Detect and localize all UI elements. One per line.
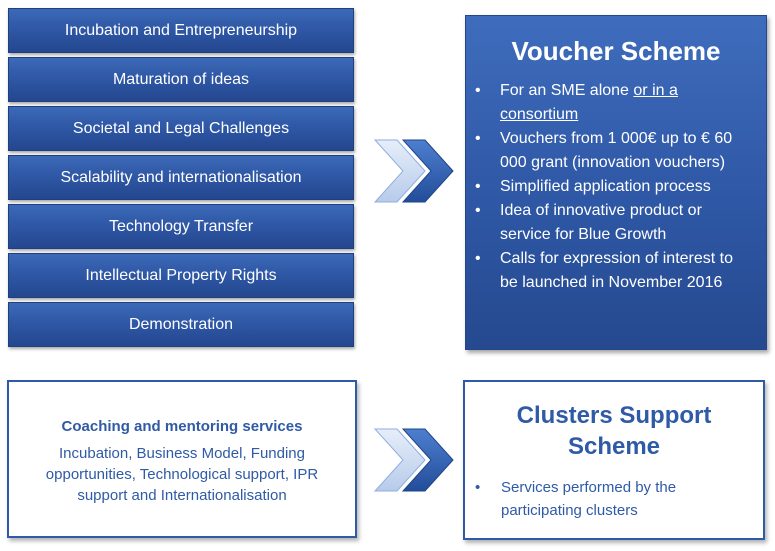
clusters-bullet: • Services performed by the participating clusters (501, 476, 745, 522)
topic-bar: Intellectual Property Rights (8, 253, 354, 298)
voucher-bullet: • Calls for expression of interest to be launched in November 2016 (500, 247, 748, 295)
topic-list (8, 8, 354, 351)
topic-bar: Technology Transfer (8, 204, 354, 249)
coaching-description: Incubation, Business Model, Funding opportunities, Technological support, IPR support and Internationalisation (45, 445, 319, 504)
coaching-title: Coaching and mentoring services (61, 418, 303, 435)
topic-bar: Demonstration (8, 302, 354, 347)
double-chevron-right-icon (373, 427, 457, 493)
clusters-support-box (463, 380, 765, 540)
voucher-scheme-box (465, 15, 767, 350)
voucher-title: Voucher Scheme (511, 36, 721, 66)
topic-bar: Maturation of ideas (8, 57, 354, 102)
voucher-bullet (500, 79, 748, 127)
voucher-bullet: • Vouchers from 1 000€ up to € 60 000 grant (innovation vouchers) (500, 127, 748, 175)
double-chevron-right-icon (373, 138, 457, 204)
topic-bar: Scalability and internationalisation (8, 155, 354, 200)
voucher-bullet: • Simplified application process (500, 175, 748, 199)
voucher-list (466, 79, 766, 295)
voucher-bullet-text: For an SME alone (500, 82, 634, 99)
coaching-box (7, 380, 357, 538)
clusters-title: Clusters Support Scheme (516, 402, 712, 460)
voucher-bullet: • Idea of innovative product or service for Blue Growth (500, 199, 748, 247)
voucher-bullet-underlined: or in a consortium (500, 82, 678, 123)
topic-bar: Incubation and Entrepreneurship (8, 8, 354, 53)
topic-bar: Societal and Legal Challenges (8, 106, 354, 151)
clusters-list (465, 476, 763, 522)
